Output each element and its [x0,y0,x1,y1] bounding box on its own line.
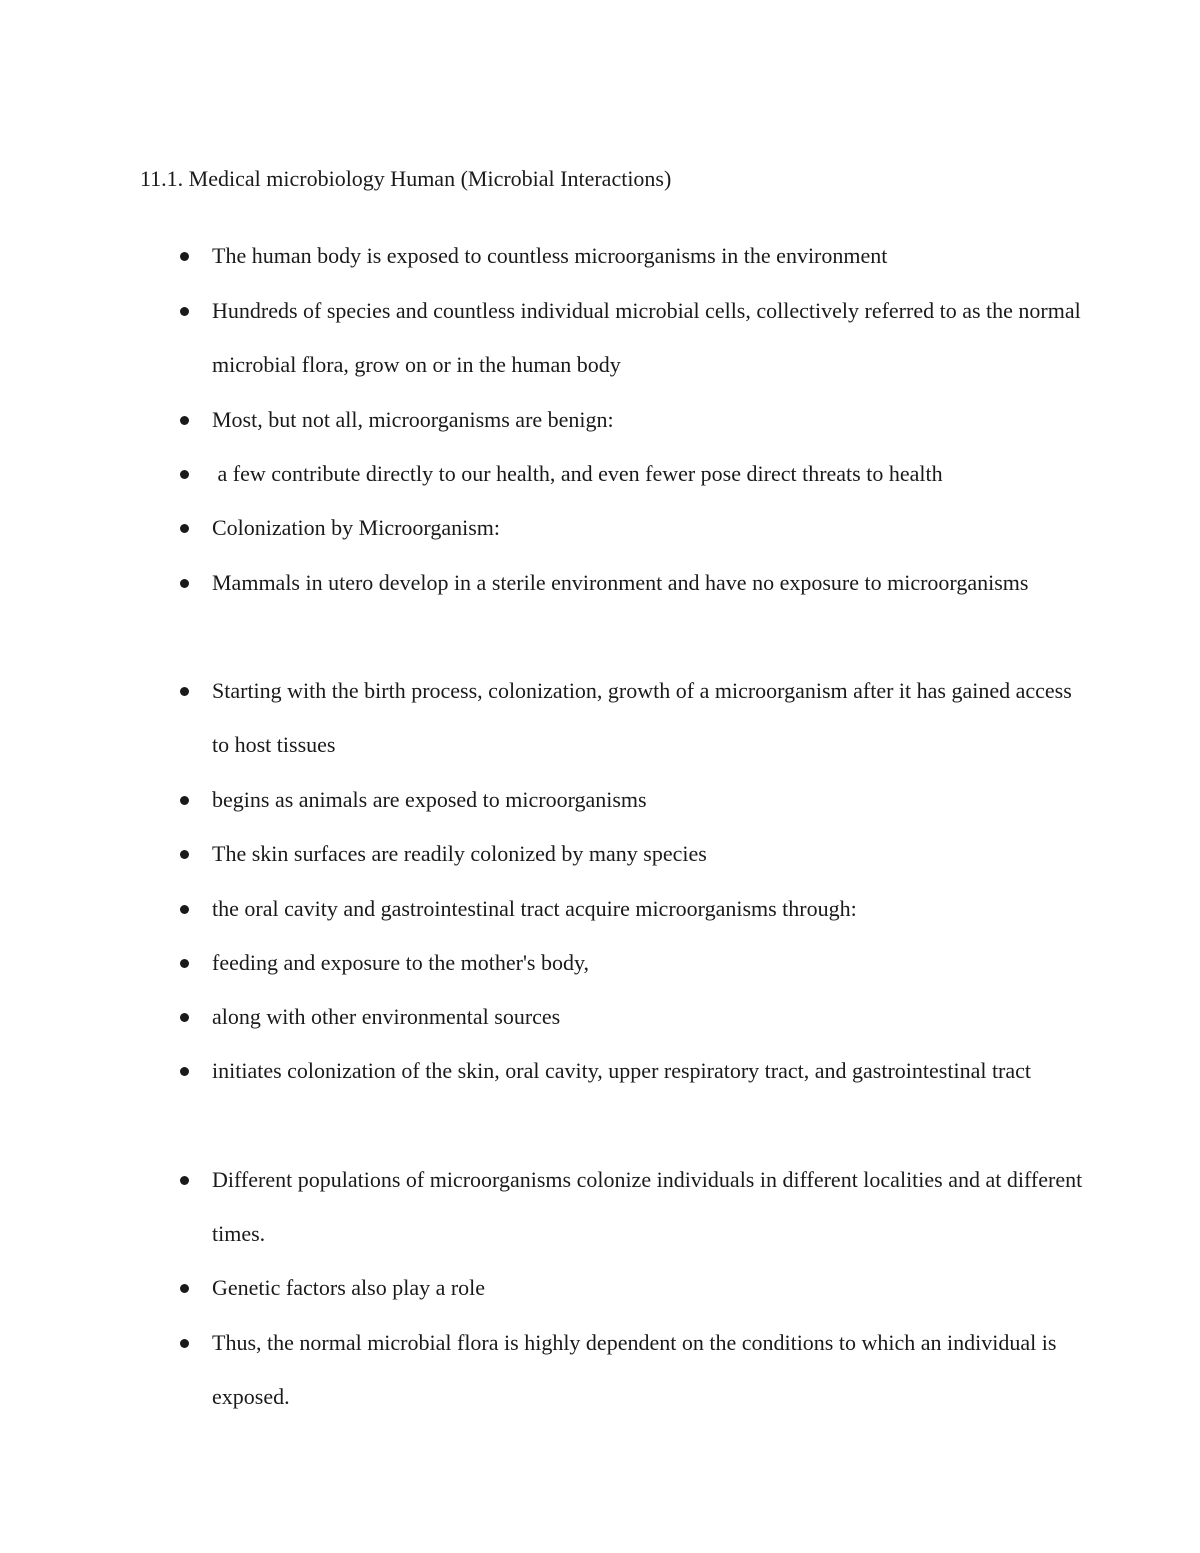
list-item: The human body is exposed to countless microorganisms in the environment [212,229,1092,283]
list-item: the oral cavity and gastrointestinal tract acquire microorganisms through: [212,882,1092,936]
list-item: Hundreds of species and countless individual microbial cells, collectively referred to as the normal microbial flora, grow on or in the human body [212,284,1092,393]
bullet-dot-icon [180,1284,189,1293]
bullet-dot-icon [180,959,189,968]
list-item: Mammals in utero develop in a sterile environment and have no exposure to microorganisms [212,556,1092,610]
list-item: initiates colonization of the skin, oral cavity, upper respiratory tract, and gastrointestinal tract [212,1044,1092,1098]
bullet-dot-icon [180,470,189,479]
bullet-dot-icon [180,905,189,914]
bullet-dot-icon [180,252,189,261]
list-item: a few contribute directly to our health, and even fewer pose direct threats to health [212,447,1092,501]
bullet-dot-icon [180,850,189,859]
list-item: begins as animals are exposed to microorganisms [212,773,1092,827]
bullet-dot-icon [180,687,189,696]
list-item: Genetic factors also play a role [212,1261,1092,1315]
bullet-dot-icon [180,1067,189,1076]
bullet-dot-icon [180,1339,189,1348]
list-item: The skin surfaces are readily colonized by many species [212,827,1092,881]
section-heading: 11.1. Medical microbiology Human (Microbial Interactions) [140,166,672,191]
bullet-dot-icon [180,524,189,533]
list-item: Different populations of microorganisms colonize individuals in different localities and at different times. [212,1153,1092,1262]
list-item: along with other environmental sources [212,990,1092,1044]
list-item: Colonization by Microorganism: [212,501,1092,555]
bullet-dot-icon [180,796,189,805]
list-item: Most, but not all, microorganisms are benign: [212,393,1092,447]
bullet-dot-icon [180,1176,189,1185]
bullet-dot-icon [180,307,189,316]
list-item: Starting with the birth process, colonization, growth of a microorganism after it has gained access to host tissues [212,664,1092,773]
list-item: feeding and exposure to the mother's body, [212,936,1092,990]
bullet-dot-icon [180,579,189,588]
bullet-dot-icon [180,416,189,425]
list-item: Thus, the normal microbial flora is highly dependent on the conditions to which an individual is exposed. [212,1316,1092,1425]
bullet-dot-icon [180,1013,189,1022]
